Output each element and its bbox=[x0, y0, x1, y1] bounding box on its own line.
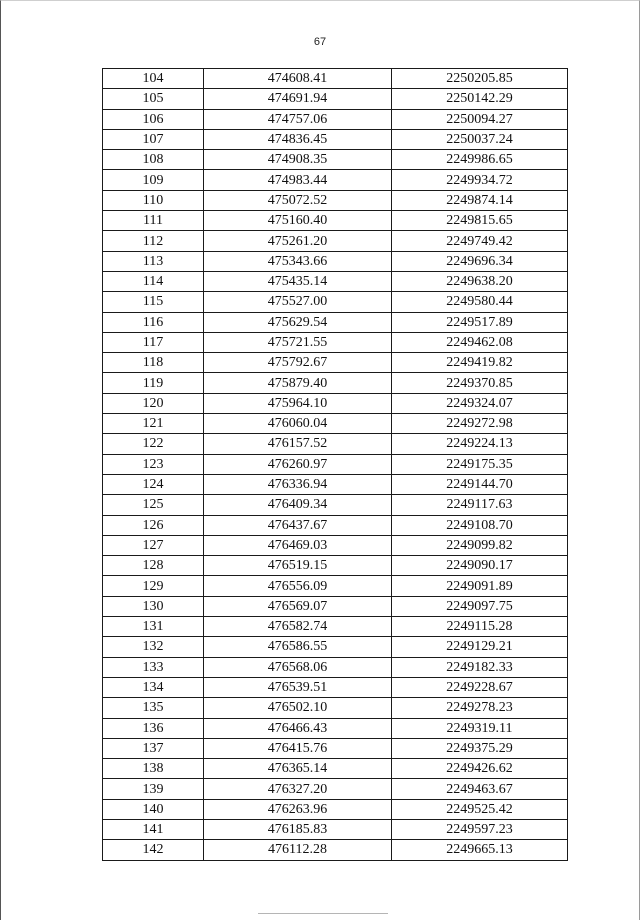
y-coordinate-cell: 2249099.82 bbox=[392, 535, 568, 555]
x-coordinate-cell: 474836.45 bbox=[204, 129, 392, 149]
y-coordinate-cell: 2249375.29 bbox=[392, 738, 568, 758]
x-coordinate-cell: 476260.97 bbox=[204, 454, 392, 474]
point-number-cell: 122 bbox=[103, 434, 204, 454]
x-coordinate-cell: 476415.76 bbox=[204, 738, 392, 758]
x-coordinate-cell: 476569.07 bbox=[204, 596, 392, 616]
point-number-cell: 117 bbox=[103, 332, 204, 352]
x-coordinate-cell: 476409.34 bbox=[204, 495, 392, 515]
x-coordinate-cell: 476112.28 bbox=[204, 840, 392, 860]
y-coordinate-cell: 2249525.42 bbox=[392, 799, 568, 819]
x-coordinate-cell: 476466.43 bbox=[204, 718, 392, 738]
y-coordinate-cell: 2249175.35 bbox=[392, 454, 568, 474]
x-coordinate-cell: 476185.83 bbox=[204, 819, 392, 839]
point-number-cell: 130 bbox=[103, 596, 204, 616]
y-coordinate-cell: 2249129.21 bbox=[392, 637, 568, 657]
y-coordinate-cell: 2249228.67 bbox=[392, 677, 568, 697]
x-coordinate-cell: 475964.10 bbox=[204, 393, 392, 413]
x-coordinate-cell: 476539.51 bbox=[204, 677, 392, 697]
point-number-cell: 136 bbox=[103, 718, 204, 738]
y-coordinate-cell: 2249097.75 bbox=[392, 596, 568, 616]
y-coordinate-cell: 2249934.72 bbox=[392, 170, 568, 190]
point-number-cell: 111 bbox=[103, 211, 204, 231]
table-row bbox=[103, 292, 568, 312]
x-coordinate-cell: 476556.09 bbox=[204, 576, 392, 596]
point-number-cell: 128 bbox=[103, 556, 204, 576]
point-number-cell: 108 bbox=[103, 150, 204, 170]
coordinates-table bbox=[102, 68, 568, 861]
y-coordinate-cell: 2249144.70 bbox=[392, 474, 568, 494]
table-row bbox=[103, 677, 568, 697]
y-coordinate-cell: 2249580.44 bbox=[392, 292, 568, 312]
y-coordinate-cell: 2249091.89 bbox=[392, 576, 568, 596]
page-number: 67 bbox=[313, 36, 327, 48]
point-number-cell: 124 bbox=[103, 474, 204, 494]
point-number-cell: 140 bbox=[103, 799, 204, 819]
table-row bbox=[103, 515, 568, 535]
x-coordinate-cell: 476519.15 bbox=[204, 556, 392, 576]
footer-rule bbox=[258, 913, 388, 914]
y-coordinate-cell: 2249117.63 bbox=[392, 495, 568, 515]
table-row bbox=[103, 190, 568, 210]
table-row bbox=[103, 353, 568, 373]
y-coordinate-cell: 2249463.67 bbox=[392, 779, 568, 799]
x-coordinate-cell: 476568.06 bbox=[204, 657, 392, 677]
point-number-cell: 142 bbox=[103, 840, 204, 860]
y-coordinate-cell: 2249272.98 bbox=[392, 414, 568, 434]
x-coordinate-cell: 475792.67 bbox=[204, 353, 392, 373]
x-coordinate-cell: 475343.66 bbox=[204, 251, 392, 271]
table-row bbox=[103, 596, 568, 616]
point-number-cell: 139 bbox=[103, 779, 204, 799]
y-coordinate-cell: 2249815.65 bbox=[392, 211, 568, 231]
x-coordinate-cell: 476327.20 bbox=[204, 779, 392, 799]
point-number-cell: 116 bbox=[103, 312, 204, 332]
table-row bbox=[103, 109, 568, 129]
x-coordinate-cell: 474757.06 bbox=[204, 109, 392, 129]
y-coordinate-cell: 2249224.13 bbox=[392, 434, 568, 454]
y-coordinate-cell: 2249182.33 bbox=[392, 657, 568, 677]
point-number-cell: 118 bbox=[103, 353, 204, 373]
y-coordinate-cell: 2249638.20 bbox=[392, 271, 568, 291]
point-number-cell: 131 bbox=[103, 617, 204, 637]
y-coordinate-cell: 2249115.28 bbox=[392, 617, 568, 637]
table-row bbox=[103, 373, 568, 393]
table-row bbox=[103, 637, 568, 657]
table-row bbox=[103, 738, 568, 758]
x-coordinate-cell: 474983.44 bbox=[204, 170, 392, 190]
x-coordinate-cell: 476469.03 bbox=[204, 535, 392, 555]
point-number-cell: 110 bbox=[103, 190, 204, 210]
table-row bbox=[103, 414, 568, 434]
point-number-cell: 109 bbox=[103, 170, 204, 190]
table-row bbox=[103, 89, 568, 109]
point-number-cell: 138 bbox=[103, 759, 204, 779]
x-coordinate-cell: 475629.54 bbox=[204, 312, 392, 332]
coordinates-table-body bbox=[103, 69, 568, 861]
x-coordinate-cell: 475072.52 bbox=[204, 190, 392, 210]
table-row bbox=[103, 312, 568, 332]
y-coordinate-cell: 2249108.70 bbox=[392, 515, 568, 535]
y-coordinate-cell: 2249462.08 bbox=[392, 332, 568, 352]
table-row bbox=[103, 799, 568, 819]
y-coordinate-cell: 2249324.07 bbox=[392, 393, 568, 413]
y-coordinate-cell: 2249419.82 bbox=[392, 353, 568, 373]
table-row bbox=[103, 211, 568, 231]
y-coordinate-cell: 2250205.85 bbox=[392, 69, 568, 89]
point-number-cell: 105 bbox=[103, 89, 204, 109]
table-row bbox=[103, 271, 568, 291]
point-number-cell: 112 bbox=[103, 231, 204, 251]
x-coordinate-cell: 475879.40 bbox=[204, 373, 392, 393]
x-coordinate-cell: 474608.41 bbox=[204, 69, 392, 89]
x-coordinate-cell: 476582.74 bbox=[204, 617, 392, 637]
point-number-cell: 129 bbox=[103, 576, 204, 596]
table-row bbox=[103, 332, 568, 352]
table-row bbox=[103, 474, 568, 494]
table-row bbox=[103, 576, 568, 596]
table-row bbox=[103, 698, 568, 718]
table-row bbox=[103, 434, 568, 454]
table-row bbox=[103, 393, 568, 413]
y-coordinate-cell: 2249370.85 bbox=[392, 373, 568, 393]
y-coordinate-cell: 2249319.11 bbox=[392, 718, 568, 738]
point-number-cell: 134 bbox=[103, 677, 204, 697]
table-row bbox=[103, 251, 568, 271]
y-coordinate-cell: 2249278.23 bbox=[392, 698, 568, 718]
x-coordinate-cell: 476502.10 bbox=[204, 698, 392, 718]
point-number-cell: 115 bbox=[103, 292, 204, 312]
table-row bbox=[103, 759, 568, 779]
x-coordinate-cell: 476336.94 bbox=[204, 474, 392, 494]
table-row bbox=[103, 454, 568, 474]
y-coordinate-cell: 2249597.23 bbox=[392, 819, 568, 839]
point-number-cell: 120 bbox=[103, 393, 204, 413]
point-number-cell: 127 bbox=[103, 535, 204, 555]
table-row bbox=[103, 657, 568, 677]
point-number-cell: 107 bbox=[103, 129, 204, 149]
point-number-cell: 104 bbox=[103, 69, 204, 89]
y-coordinate-cell: 2249090.17 bbox=[392, 556, 568, 576]
table-row bbox=[103, 718, 568, 738]
point-number-cell: 135 bbox=[103, 698, 204, 718]
point-number-cell: 106 bbox=[103, 109, 204, 129]
y-coordinate-cell: 2249696.34 bbox=[392, 251, 568, 271]
x-coordinate-cell: 475160.40 bbox=[204, 211, 392, 231]
x-coordinate-cell: 476365.14 bbox=[204, 759, 392, 779]
x-coordinate-cell: 476060.04 bbox=[204, 414, 392, 434]
point-number-cell: 133 bbox=[103, 657, 204, 677]
table-row bbox=[103, 495, 568, 515]
y-coordinate-cell: 2249986.65 bbox=[392, 150, 568, 170]
x-coordinate-cell: 476437.67 bbox=[204, 515, 392, 535]
table-row bbox=[103, 819, 568, 839]
table-row bbox=[103, 779, 568, 799]
y-coordinate-cell: 2250142.29 bbox=[392, 89, 568, 109]
x-coordinate-cell: 476263.96 bbox=[204, 799, 392, 819]
table-row bbox=[103, 170, 568, 190]
point-number-cell: 132 bbox=[103, 637, 204, 657]
point-number-cell: 126 bbox=[103, 515, 204, 535]
y-coordinate-cell: 2250094.27 bbox=[392, 109, 568, 129]
point-number-cell: 141 bbox=[103, 819, 204, 839]
x-coordinate-cell: 475527.00 bbox=[204, 292, 392, 312]
y-coordinate-cell: 2249665.13 bbox=[392, 840, 568, 860]
point-number-cell: 123 bbox=[103, 454, 204, 474]
point-number-cell: 114 bbox=[103, 271, 204, 291]
point-number-cell: 125 bbox=[103, 495, 204, 515]
table-row bbox=[103, 150, 568, 170]
x-coordinate-cell: 475721.55 bbox=[204, 332, 392, 352]
point-number-cell: 121 bbox=[103, 414, 204, 434]
y-coordinate-cell: 2249874.14 bbox=[392, 190, 568, 210]
y-coordinate-cell: 2249517.89 bbox=[392, 312, 568, 332]
point-number-cell: 113 bbox=[103, 251, 204, 271]
point-number-cell: 137 bbox=[103, 738, 204, 758]
table-row bbox=[103, 129, 568, 149]
x-coordinate-cell: 474908.35 bbox=[204, 150, 392, 170]
y-coordinate-cell: 2249426.62 bbox=[392, 759, 568, 779]
table-row bbox=[103, 535, 568, 555]
x-coordinate-cell: 474691.94 bbox=[204, 89, 392, 109]
x-coordinate-cell: 476586.55 bbox=[204, 637, 392, 657]
table-row bbox=[103, 617, 568, 637]
y-coordinate-cell: 2249749.42 bbox=[392, 231, 568, 251]
x-coordinate-cell: 475261.20 bbox=[204, 231, 392, 251]
table-row bbox=[103, 69, 568, 89]
table-row bbox=[103, 556, 568, 576]
table-row bbox=[103, 231, 568, 251]
table-row bbox=[103, 840, 568, 860]
point-number-cell: 119 bbox=[103, 373, 204, 393]
y-coordinate-cell: 2250037.24 bbox=[392, 129, 568, 149]
x-coordinate-cell: 475435.14 bbox=[204, 271, 392, 291]
x-coordinate-cell: 476157.52 bbox=[204, 434, 392, 454]
